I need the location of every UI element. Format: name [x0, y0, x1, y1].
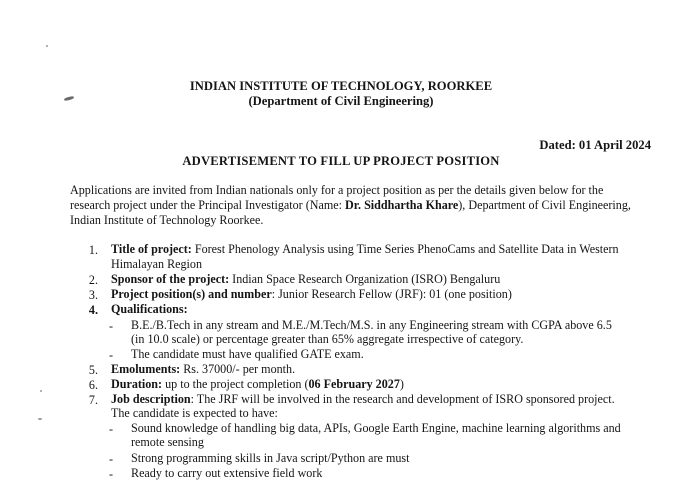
completion-date: 06 February 2027	[308, 377, 400, 391]
item-label: Duration:	[111, 377, 163, 391]
item-title-of-project	[111, 242, 619, 257]
intro-text: research project under the Principal Investigator (Name:	[70, 198, 346, 212]
item-text: Forest Phenology Analysis using Time Series PhenoCams and Satellite Data in Western	[191, 242, 619, 256]
pi-name: Dr. Siddhartha Khare	[345, 198, 459, 212]
item-qualifications: Qualifications:	[111, 302, 188, 316]
skill-big-data: Sound knowledge of handling big data, APIs, Google Earth Engine, machine learning algorithms and	[131, 421, 621, 435]
item-project-position	[111, 287, 512, 302]
item-text: up to the project completion (	[162, 377, 309, 391]
item-continuation: Himalayan Region	[111, 257, 203, 271]
bullet-dash: -	[109, 348, 114, 362]
item-text: : The JRF will be involved in the research and development of ISRO sponsored project.	[190, 392, 615, 406]
qualification-degree: B.E./B.Tech in any stream and M.E./M.Tech/M.S. in any Engineering stream with CGPA above 6.5	[131, 318, 612, 332]
item-text: Rs. 37000/- per month.	[180, 362, 296, 376]
skill-programming: Strong programming skills in Java script/Python are must	[131, 451, 410, 465]
scan-speck	[40, 390, 42, 392]
item-emoluments	[111, 362, 295, 377]
item-label: Title of project:	[111, 242, 192, 256]
item-label: Project position(s) and number	[111, 287, 272, 301]
item-label: Emoluments:	[111, 362, 181, 376]
item-job-description	[111, 392, 615, 407]
institute-name: INDIAN INSTITUTE OF TECHNOLOGY, ROORKEE	[189, 79, 493, 93]
intro-line-2	[70, 198, 631, 213]
department-name: (Department of Civil Engineering)	[248, 94, 434, 108]
bullet-dash: -	[109, 319, 114, 333]
qualification-gate: The candidate must have qualified GATE exam.	[131, 347, 364, 361]
bullet-dash: -	[109, 467, 114, 481]
item-continuation: The candidate is expected to have:	[111, 406, 278, 420]
intro-line-3: Indian Institute of Technology Roorkee.	[70, 213, 264, 227]
intro-line-1: Applications are invited from Indian nationals only for a project position as per the details given below for the	[70, 183, 604, 197]
item-number: 5.	[88, 363, 98, 377]
item-text: )	[399, 377, 404, 391]
item-number: 4.	[88, 303, 98, 317]
item-sponsor	[111, 272, 500, 287]
qualification-degree-cont: (in 10.0 scale) or percentage greater than 65% aggregate irrespective of category.	[131, 332, 524, 346]
scan-speck	[46, 45, 48, 47]
skill-field-work: Ready to carry out extensive field work	[131, 466, 323, 480]
bullet-dash: -	[109, 422, 114, 436]
scan-speck	[38, 418, 42, 420]
dated: Dated: 01 April 2024	[539, 138, 651, 152]
item-number: 2.	[88, 273, 98, 287]
item-text: : Junior Research Fellow (JRF): 01 (one position)	[271, 287, 512, 301]
item-number: 7.	[88, 393, 98, 407]
bullet-dash: -	[109, 452, 114, 466]
item-label: Job description	[111, 392, 191, 406]
item-duration	[111, 377, 404, 392]
advertisement-title: ADVERTISEMENT TO FILL UP PROJECT POSITION	[182, 154, 500, 168]
item-number: 3.	[88, 288, 98, 302]
item-label: Sponsor of the project:	[111, 272, 230, 286]
item-text: Indian Space Research Organization (ISRO) Bengaluru	[229, 272, 501, 286]
item-number: 1.	[88, 243, 98, 257]
skill-big-data-cont: remote sensing	[131, 435, 204, 449]
intro-text: ), Department of Civil Engineering,	[458, 198, 631, 212]
item-number: 6.	[88, 378, 98, 392]
